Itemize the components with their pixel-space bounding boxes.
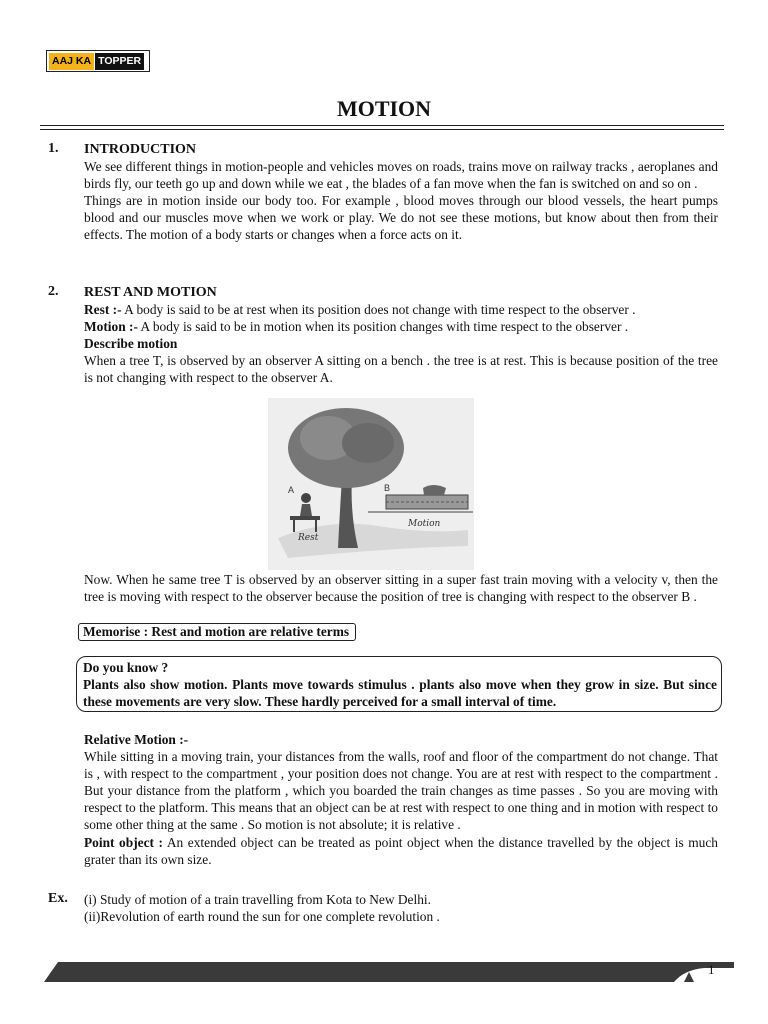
section1-para1: We see different things in motion-people and vehicles moves on roads, trains move on railway tracks , aeroplanes and birds fly, our teeth go up and down while we eat , the blades of a fan move when the fan is switched on and so on . <box>84 159 718 192</box>
tree-crown-right <box>342 423 394 463</box>
tree-train-sketch <box>268 398 474 570</box>
rest-label: Rest :- <box>84 302 122 318</box>
title-rule-top <box>40 125 724 126</box>
point-object-definition <box>84 834 718 868</box>
observer-a-body <box>300 504 312 516</box>
footer-bar-shape <box>44 962 734 982</box>
bench <box>290 516 320 520</box>
section1-para2: Things are in motion inside our body too. For example , blood moves through our blood vessels, the heart pumps blood and our muscles move when we work or play. We do not see these motions, but know about then from their effects. The motion of a body starts or changes when a force acts on it. <box>84 193 718 243</box>
logo-part2: TOPPER <box>95 53 144 70</box>
motion-label: Motion :- <box>84 319 138 335</box>
rest-motion-figure <box>268 398 474 570</box>
example-item-2: (ii)Revolution of earth round the sun for one complete revolution . <box>84 909 440 925</box>
title-rule-bottom <box>40 129 724 130</box>
section2-block <box>84 284 718 387</box>
tree-trunk <box>338 478 358 548</box>
logo-part1: AAJ KA <box>49 53 94 70</box>
describe-text: When a tree T, is observed by an observer A sitting on a bench . the tree is at rest. This is because position of the tree is not changing with respect to the observer A. <box>84 353 718 386</box>
motion-definition <box>84 318 718 335</box>
section2-number: 2. <box>48 284 59 299</box>
after-figure-text: Now. When he same tree T is observed by an observer sitting in a super fast train moving with a velocity v, then the tree is moving with respect to the observer because the position of tree is changing with respect to the observer B . <box>84 572 718 605</box>
page-title: MOTION <box>336 96 432 121</box>
relative-motion-block <box>84 731 718 868</box>
label-rest: Rest <box>298 533 319 543</box>
section1-block <box>84 141 718 244</box>
rest-text: A body is said to be at rest when its position does not change with time respect to the observer . <box>121 302 636 318</box>
motion-text: A body is said to be in motion when its position changes with time respect to the observer . <box>137 319 629 335</box>
examples-label: Ex. <box>48 891 68 906</box>
label-b: B <box>384 483 391 493</box>
section1-heading: INTRODUCTION <box>84 142 197 157</box>
relative-motion-heading: Relative Motion :- <box>84 732 189 747</box>
label-a: A <box>288 485 295 495</box>
rest-definition <box>84 301 718 318</box>
describe-heading: Describe motion <box>84 336 178 352</box>
observer-a-head <box>301 493 311 503</box>
brand-logo <box>46 50 150 72</box>
do-you-know-heading: Do you know ? <box>83 660 169 675</box>
section1-number: 1. <box>48 141 59 156</box>
footer-bar <box>44 960 734 982</box>
point-object-text: An extended object can be treated as point object when the distance travelled by the object is much grater than its own size. <box>84 834 718 867</box>
do-you-know-box <box>76 656 722 712</box>
example-item-1: (i) Study of motion of a train travelling from Kota to New Delhi. <box>84 892 431 907</box>
section2-heading: REST AND MOTION <box>84 285 217 300</box>
after-figure-block <box>84 571 718 605</box>
train-engine-top <box>423 485 446 495</box>
do-you-know-text: Plants also show motion. Plants move towards stimulus . plants also move when they grow in size. But since these movements are very slow. These hardly perceived for a small interval of time. <box>83 677 717 710</box>
memorise-box: Memorise : Rest and motion are relative terms <box>78 623 356 641</box>
page-number: 1 <box>708 962 715 977</box>
examples-list <box>84 891 718 925</box>
label-motion: Motion <box>408 519 441 529</box>
point-object-label: Point object : <box>84 834 164 850</box>
relative-motion-text: While sitting in a moving train, your distances from the walls, roof and floor of the compartment do not change. That is , with respect to the compartment , your position does not change. You are at rest with respect to the compartment . But your distance from the platform , which you boarded the train changes as time passes . So you are moving with respect to the platform. This means that an object can be at rest with respect to one thing and in motion with respect to some other thing at the same . So motion is not absolute; it is relative . <box>84 749 718 833</box>
